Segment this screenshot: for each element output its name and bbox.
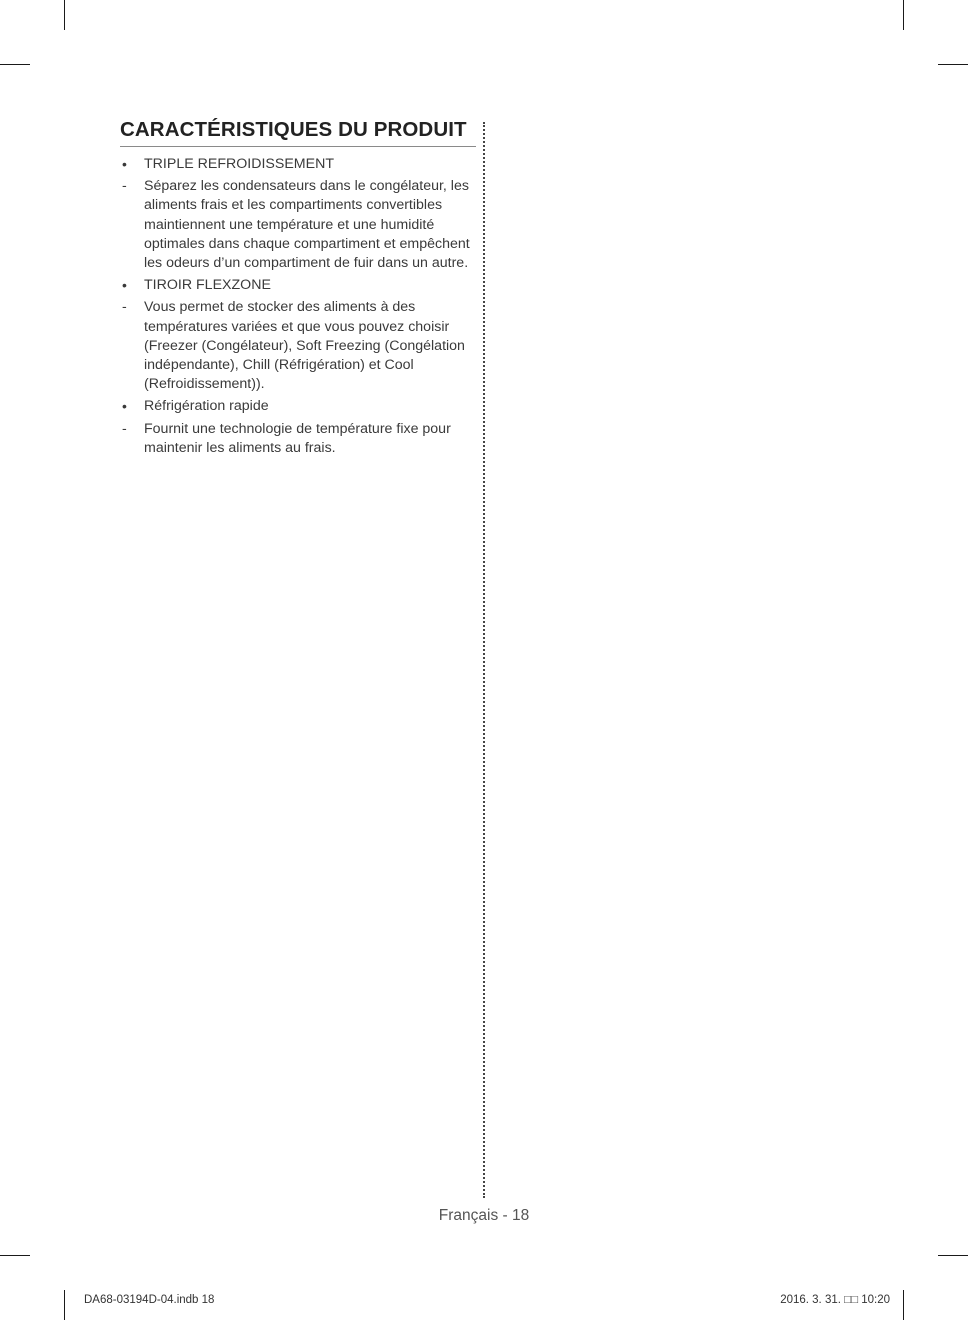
feature-heading <box>120 155 476 174</box>
footer-file-name: DA68-03194D-04.indb 18 <box>84 1294 215 1306</box>
feature-section <box>120 118 476 458</box>
crop-mark-top-left <box>64 0 65 30</box>
bullet-icon: • <box>122 398 127 415</box>
crop-mark-bottom-left <box>64 1290 65 1320</box>
page-number: Français - 18 <box>438 1207 530 1224</box>
feature-description <box>120 298 476 394</box>
bullet-icon: • <box>122 156 127 172</box>
feature-heading-text: TIROIR FLEXZONE <box>144 277 271 294</box>
dash-marker: - <box>122 178 127 195</box>
bullet-icon: • <box>122 277 127 294</box>
feature-heading <box>120 276 476 295</box>
feature-description-text: Fournit une technologie de température fixe pour maintenir les aliments au frais. <box>144 420 451 456</box>
feature-description <box>120 420 476 458</box>
feature-heading-text: Réfrigération rapide <box>144 398 269 415</box>
column-divider <box>483 122 485 1198</box>
crop-mark-left-bottom <box>0 1255 30 1256</box>
footer-timestamp: 2016. 3. 31. □□ 10:20 <box>780 1294 890 1306</box>
feature-list <box>120 155 476 458</box>
crop-mark-right-bottom <box>938 1255 968 1256</box>
crop-mark-left-top <box>0 64 30 65</box>
dash-marker: - <box>122 420 127 437</box>
feature-heading-text: TRIPLE REFROIDISSEMENT <box>144 156 334 172</box>
feature-description-text: Séparez les condensateurs dans le congélateur, les aliments frais et les compartiments convertibles maintiennent une température et une humidité optimales dans chaque compartiment et empêchent les odeurs d’un compartiment de fuir dans un autre. <box>144 178 470 272</box>
crop-mark-top-right <box>903 0 904 30</box>
feature-heading <box>120 397 476 416</box>
dash-marker: - <box>122 299 127 316</box>
feature-description <box>120 177 476 273</box>
feature-description-text: Vous permet de stocker des aliments à des températures variées et que vous pouvez choisir (Freezer (Congélateur), Soft Freezing (Congélation indépendante), Chill (Réfrigération) et Cool (Refroidissement)). <box>144 299 465 393</box>
crop-mark-right-top <box>938 64 968 65</box>
crop-mark-bottom-right <box>903 1290 904 1320</box>
section-title: CARACTÉRISTIQUES DU PRODUIT <box>120 118 476 147</box>
